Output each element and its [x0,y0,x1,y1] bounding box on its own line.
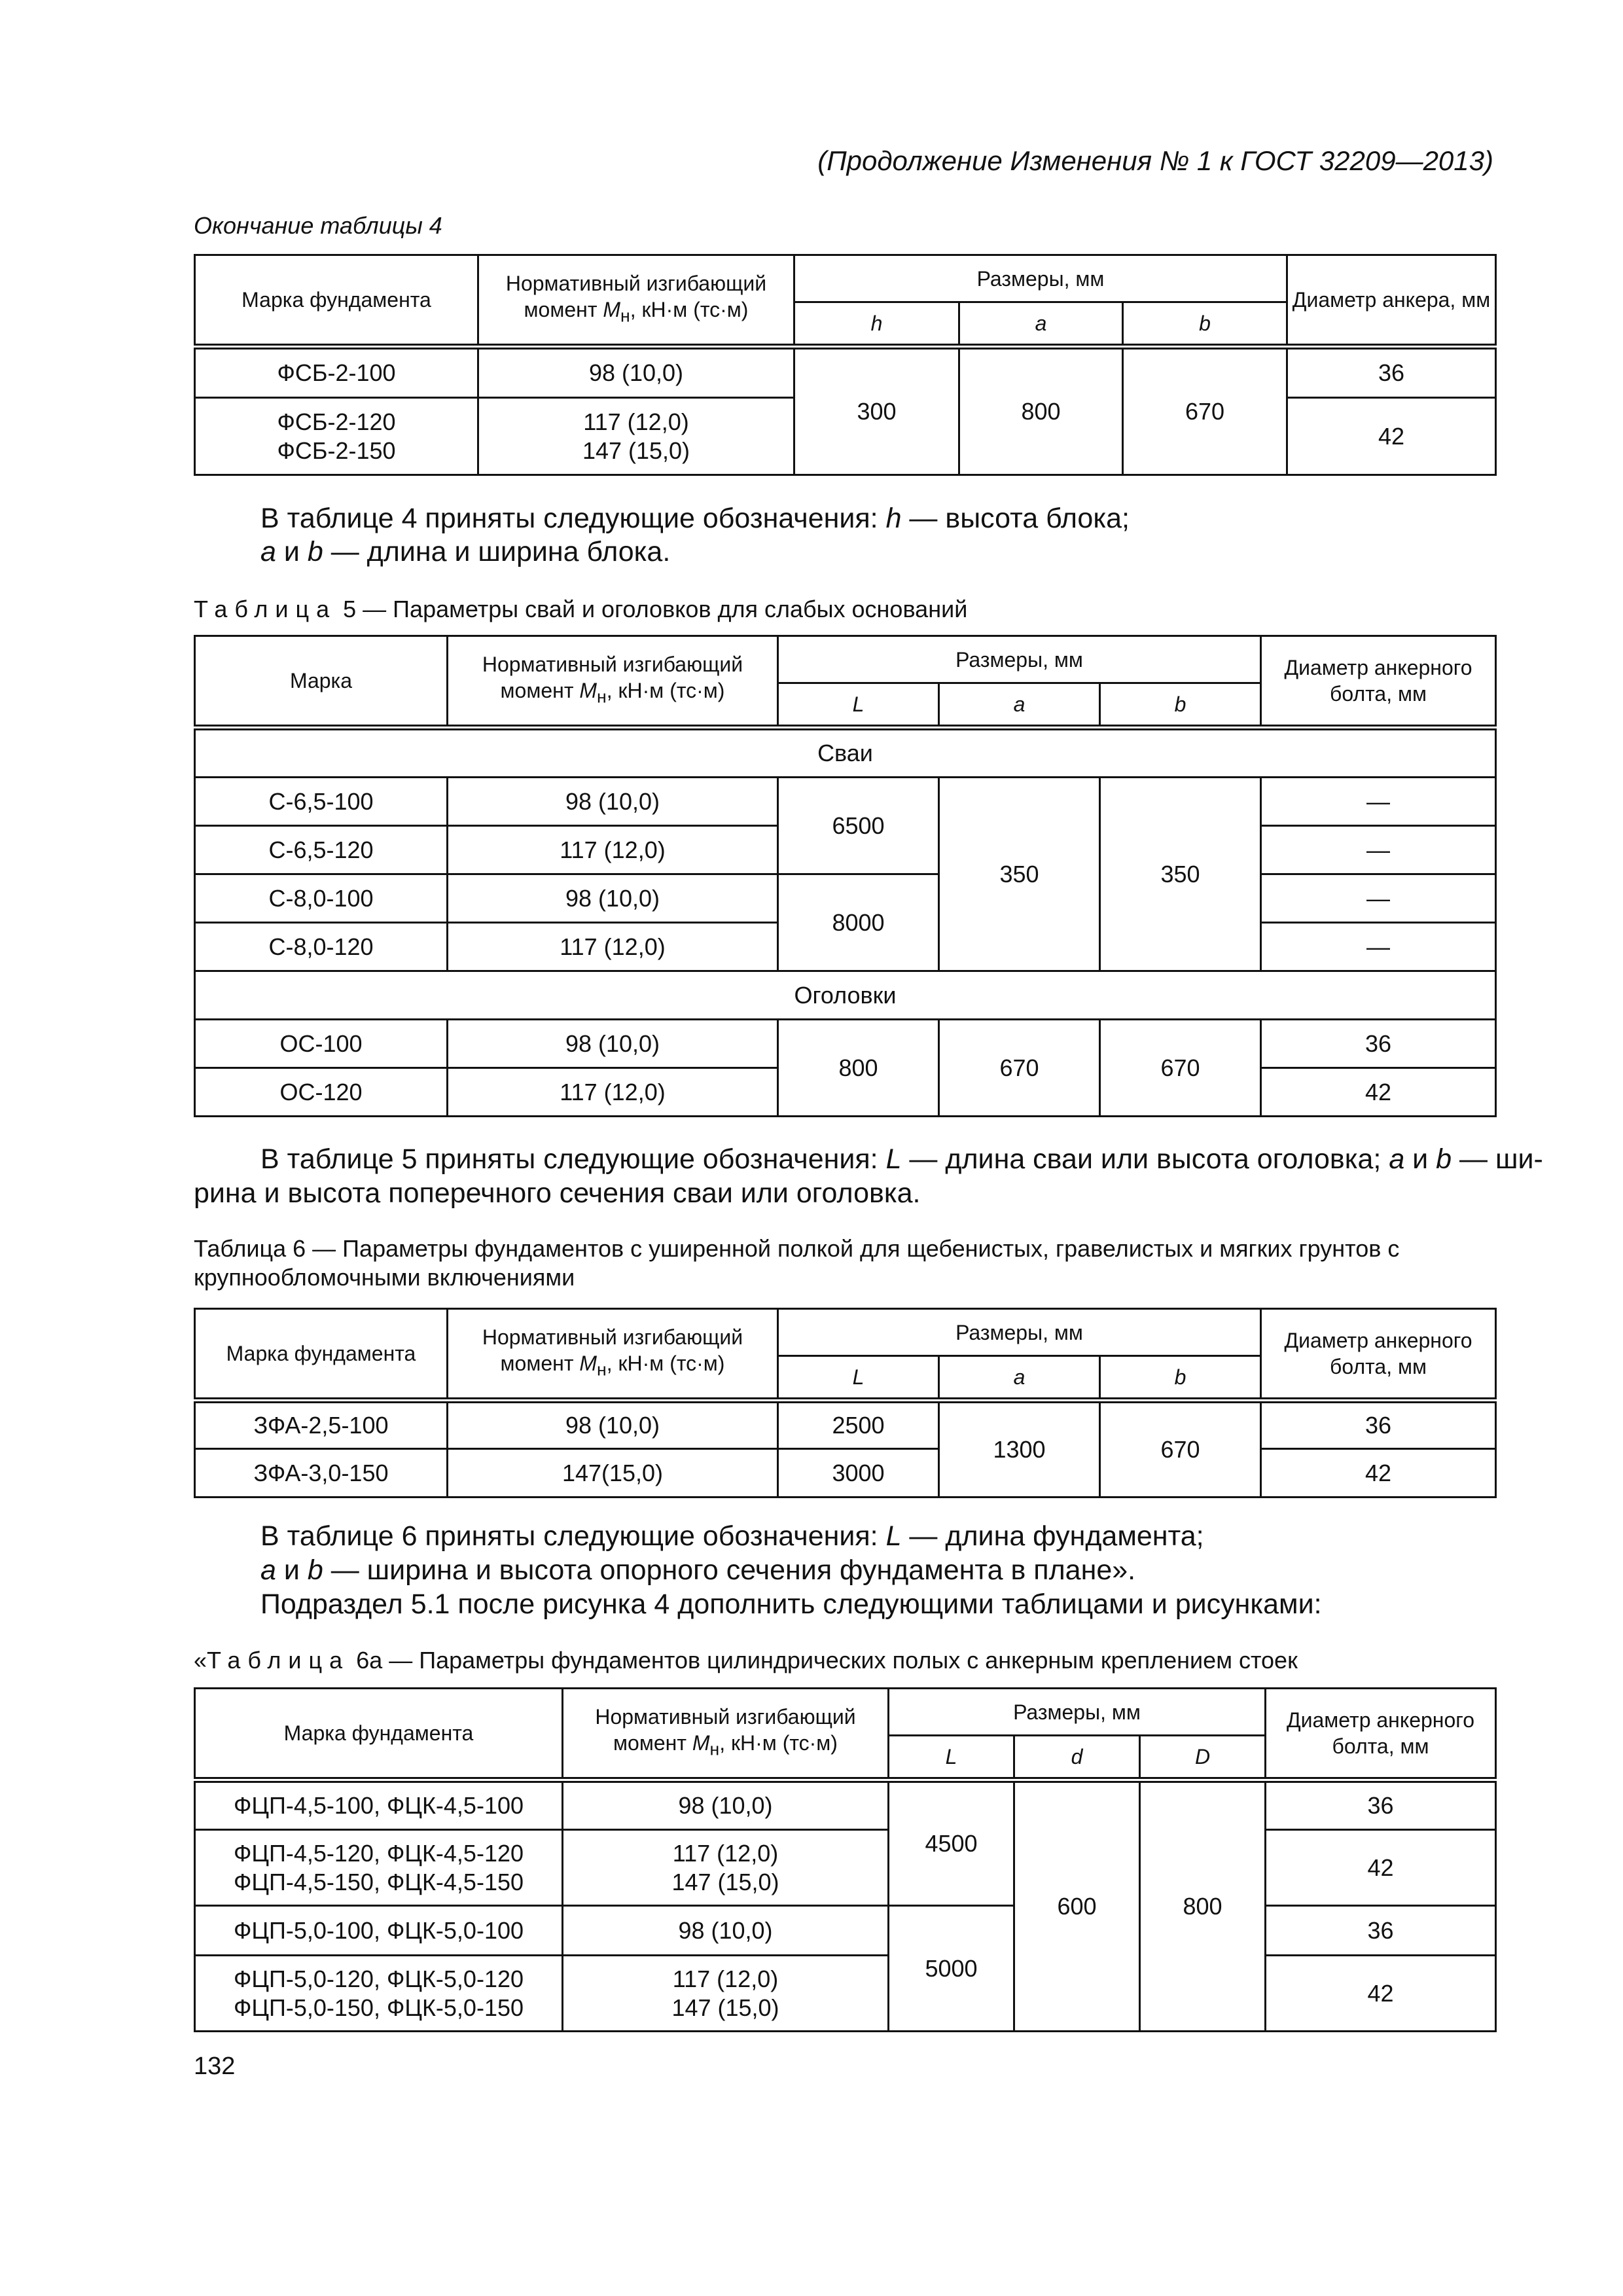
t5-cell-diameter: 36 [1261,1020,1496,1068]
t5-header-a: a [939,683,1100,728]
t6-header-L: L [778,1356,939,1401]
t6a-header-sizes: Размеры, мм [889,1689,1266,1736]
table6a-caption: «Таблица 6а — Параметры фундаментов цилиндрических полых с анкерным креплением стоек [194,1647,1298,1674]
t6a-cell-mark-pair: ФЦП-4,5-120, ФЦК-4,5-120 ФЦП-4,5-150, ФЦК-4,5-150 [195,1830,563,1906]
t4-note-line2: a и b — длина и ширина блока. [260,536,671,567]
t5-section-heads: Оголовки [195,971,1496,1020]
t4-cell-moment-pair: 117 (12,0) 147 (15,0) [478,398,794,475]
t4-cell-a: 800 [959,347,1123,475]
t4-header-b: b [1123,302,1287,347]
t6-note-line3: Подраздел 5.1 после рисунка 4 дополнить следующими таблицами и рисунками: [260,1588,1322,1620]
t6a-cell-d: 600 [1014,1780,1140,2032]
t6a-cell-moment: 98 (10,0) [563,1906,889,1956]
t6-cell-L: 3000 [778,1449,939,1498]
t6a-cell-moment: 98 (10,0) [563,1780,889,1830]
t6a-cell-mark: ФЦП-4,5-100, ФЦК-4,5-100 [195,1780,563,1830]
t6a-header-diameter: Диаметр анкерного болта, мм [1266,1689,1496,1780]
t4-cell-mark-pair: ФСБ-2-120 ФСБ-2-150 [195,398,478,475]
t5-cell-diameter: — [1261,874,1496,923]
t5-header-moment: Нормативный изгибающий момент $M_н$, кН·м (тс·м) [448,636,778,728]
t5-header-sizes: Размеры, мм [778,636,1261,683]
t5-cell-moment: 117 (12,0) [448,923,778,971]
t4-cell-diameter: 42 [1287,398,1496,475]
t6-header-diameter: Диаметр анкерного болта, мм [1261,1309,1496,1401]
t6-header-b: b [1100,1356,1261,1401]
t5-cell-mark: С-8,0-120 [195,923,448,971]
t5-cell-diameter: — [1261,778,1496,826]
t6a-header-d: d [1014,1736,1140,1780]
t5-header-b: b [1100,683,1261,728]
t6-cell-moment: 147(15,0) [448,1449,778,1498]
t6a-header-D: D [1140,1736,1266,1780]
t4-cell-mark: ФСБ-2-100 [195,347,478,398]
t6-header-moment: Нормативный изгибающий момент $M_н$, кН·м (тс·м) [448,1309,778,1401]
t6-cell-a: 1300 [939,1401,1100,1498]
t6-cell-diameter: 36 [1261,1401,1496,1449]
t6-header-mark: Марка фундамента [195,1309,448,1401]
t4-header-moment: Нормативный изгибающий момент $M_н$, кН·м (тс·м) [478,255,794,347]
t6a-header-moment: Нормативный изгибающий момент $M_н$, кН·м (тс·м) [563,1689,889,1780]
t5-cell-diameter: — [1261,826,1496,874]
t5-cell-moment: 117 (12,0) [448,1068,778,1117]
table5 [194,635,1497,1117]
t5-cell-a: 670 [939,1020,1100,1117]
t5-header-L: L [778,683,939,728]
t4-cell-h: 300 [794,347,959,475]
t5-cell-mark: С-6,5-120 [195,826,448,874]
t4-cell-diameter: 36 [1287,347,1496,398]
t6a-cell-L: 5000 [889,1906,1014,2032]
t5-section-piles: Сваи [195,728,1496,778]
t5-cell-diameter: — [1261,923,1496,971]
t6a-cell-moment-pair: 117 (12,0) 147 (15,0) [563,1956,889,2032]
t6a-cell-mark-pair: ФЦП-5,0-120, ФЦК-5,0-120 ФЦП-5,0-150, ФЦК-5,0-150 [195,1956,563,2032]
t5-cell-L: 8000 [778,874,939,971]
t6a-header-L: L [889,1736,1014,1780]
t5-note-line1: В таблице 5 приняты следующие обозначения: L — длина сваи или высота оголовка; a и b — ши- [260,1143,1543,1175]
t4-note-line1: В таблице 4 приняты следующие обозначения: h — высота блока; [260,503,1130,534]
t6-cell-b: 670 [1100,1401,1261,1498]
t4-header-h: h [794,302,959,347]
t6-cell-diameter: 42 [1261,1449,1496,1498]
t6a-cell-moment-pair: 117 (12,0) 147 (15,0) [563,1830,889,1906]
t5-cell-mark: С-8,0-100 [195,874,448,923]
table6 [194,1308,1497,1498]
t5-cell-b: 670 [1100,1020,1261,1117]
t6-header-a: a [939,1356,1100,1401]
t5-header-mark: Марка [195,636,448,728]
t5-cell-a: 350 [939,778,1100,971]
t6a-cell-L: 4500 [889,1780,1014,1906]
page-number: 132 [194,2053,236,2080]
t5-cell-diameter: 42 [1261,1068,1496,1117]
table5-caption: Таблица 5 — Параметры свай и оголовков для слабых оснований [194,596,968,622]
t6a-cell-D: 800 [1140,1780,1266,2032]
t5-cell-moment: 98 (10,0) [448,874,778,923]
t5-cell-mark: ОС-120 [195,1068,448,1117]
t5-header-diameter: Диаметр анкерного болта, мм [1261,636,1496,728]
t6a-cell-diameter: 42 [1266,1830,1496,1906]
t6-cell-L: 2500 [778,1401,939,1449]
t6a-cell-mark: ФЦП-5,0-100, ФЦК-5,0-100 [195,1906,563,1956]
page-header: (Продолжение Изменения № 1 к ГОСТ 32209—2013) [817,145,1493,176]
t4-header-sizes: Размеры, мм [794,255,1287,302]
t5-cell-moment: 117 (12,0) [448,826,778,874]
t6-note-line2: a и b — ширина и высота опорного сечения фундамента в плане». [260,1554,1136,1586]
t5-cell-moment: 98 (10,0) [448,1020,778,1068]
t6a-cell-diameter: 42 [1266,1956,1496,2032]
t5-cell-L: 800 [778,1020,939,1117]
table4-caption: Окончание таблицы 4 [194,212,442,239]
t6-cell-moment: 98 (10,0) [448,1401,778,1449]
t5-cell-moment: 98 (10,0) [448,778,778,826]
t5-note-line2: рина и высота поперечного сечения сваи или оголовка. [194,1177,921,1209]
t6a-cell-diameter: 36 [1266,1906,1496,1956]
t5-cell-b: 350 [1100,778,1261,971]
t4-header-a: a [959,302,1123,347]
t5-cell-mark: ОС-100 [195,1020,448,1068]
t6-note-line1: В таблице 6 приняты следующие обозначения: L — длина фундамента; [260,1520,1204,1552]
t6a-cell-diameter: 36 [1266,1780,1496,1830]
t4-cell-b: 670 [1123,347,1287,475]
t4-header-diameter: Диаметр анкера, мм [1287,255,1496,347]
t6-cell-mark: ЗФА-2,5-100 [195,1401,448,1449]
t6-header-sizes: Размеры, мм [778,1309,1261,1356]
t5-cell-mark: С-6,5-100 [195,778,448,826]
table6-caption: Таблица 6 — Параметры фундаментов с уширенной полкой для щебенистых, гравелистых и мягких грунтов с крупнообломочными включениями [194,1235,1400,1291]
table6a [194,1687,1497,2032]
t5-cell-L: 6500 [778,778,939,874]
t6-cell-mark: ЗФА-3,0-150 [195,1449,448,1498]
table4 [194,254,1497,476]
t4-cell-moment: 98 (10,0) [478,347,794,398]
t6a-header-mark: Марка фундамента [195,1689,563,1780]
t4-header-mark: Марка фундамента [195,255,478,347]
